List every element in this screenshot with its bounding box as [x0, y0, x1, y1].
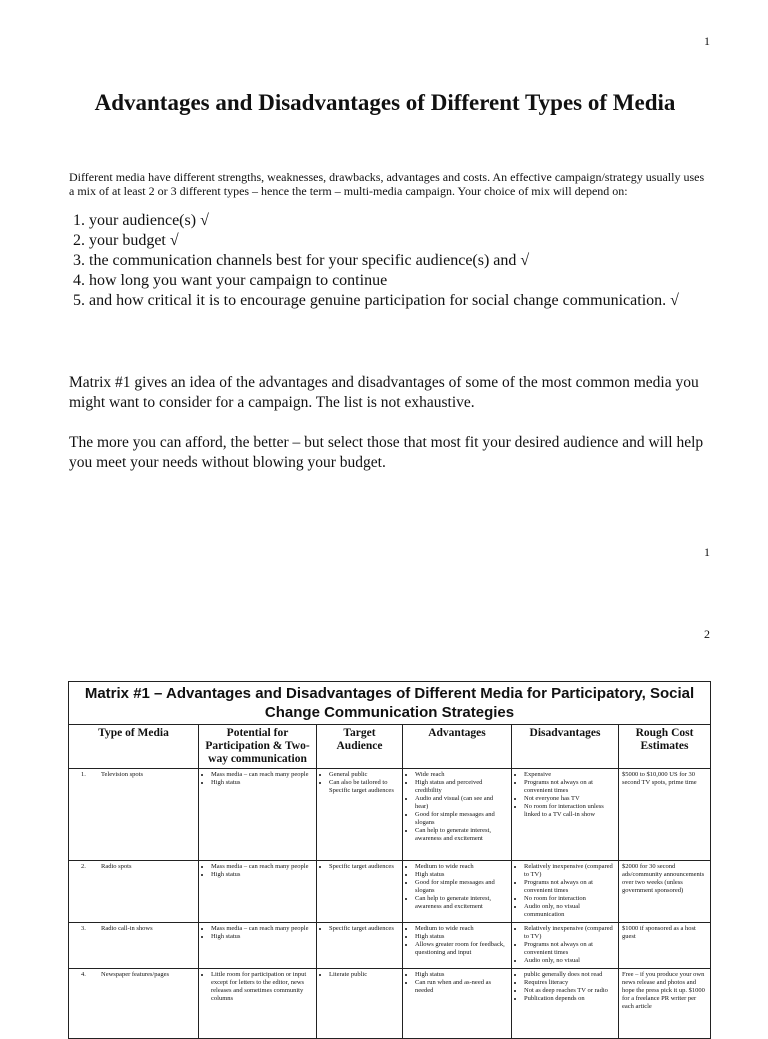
bullet-item: • High status	[211, 779, 313, 787]
bullet-item: • Not as deep reaches TV or radio	[524, 987, 615, 995]
matrix-header-row	[69, 725, 711, 769]
bullet-item: • Relatively inexpensive (compared to TV)	[524, 925, 615, 941]
bullet-item: • Little room for participation or input except for letters to the editor, news releases and sometimes community columns	[211, 971, 313, 1003]
bullet-list	[202, 971, 313, 1003]
bullet-item: • Programs not always on at convenient times	[524, 941, 615, 957]
page-number-top: 1	[704, 34, 710, 48]
bullet-item: • Allows greater room for feedback, questioning and input	[415, 941, 508, 957]
bullet-list	[515, 971, 615, 1003]
media-type-cell	[69, 969, 199, 1039]
media-name: Radio call-in shows	[101, 925, 153, 932]
column-header: Potential for Participation & Two-way communication	[199, 725, 317, 769]
participation-cell	[199, 861, 317, 923]
matrix-caption: Matrix #1 – Advantages and Disadvantages of Different Media for Participatory, Social Change Communication Strategies	[69, 682, 711, 725]
bullet-item: • Not everyone has TV	[524, 795, 615, 803]
bullet-item: • Can run when and as-need as needed	[415, 979, 508, 995]
list-item: 1. your audience(s) √	[89, 211, 709, 231]
audience-cell	[317, 969, 403, 1039]
advantages-cell	[403, 769, 512, 861]
media-name: Radio spots	[101, 863, 132, 870]
bullet-item: • Audio only, no visual	[524, 957, 615, 965]
bullet-item: • Audio and visual (can see and hear)	[415, 795, 508, 811]
table-row	[69, 923, 711, 969]
advantages-cell	[403, 923, 512, 969]
bullet-list	[320, 925, 399, 933]
bullet-item: • public generally does not read	[524, 971, 615, 979]
table-row	[69, 969, 711, 1039]
bullet-item: • Specific target audiences	[329, 925, 399, 933]
disadvantages-cell	[512, 923, 619, 969]
bullet-item: • Wide reach	[415, 771, 508, 779]
bullet-item: • Good for simple messages and slogans	[415, 879, 508, 895]
bullet-item: • Publication depends on	[524, 995, 615, 1003]
cost-cell: $1000 if sponsored as a host guest	[619, 923, 711, 969]
advantages-cell	[403, 969, 512, 1039]
audience-cell	[317, 923, 403, 969]
media-number: 1.	[81, 771, 86, 778]
bullet-item: • Mass media – can reach many people	[211, 925, 313, 933]
bullet-item: • Expensive	[524, 771, 615, 779]
bullet-list	[320, 971, 399, 979]
bullet-item: • Programs not always on at convenient times	[524, 879, 615, 895]
page-number-middle: 1	[704, 545, 710, 559]
table-row	[69, 861, 711, 923]
bullet-list	[515, 925, 615, 965]
column-header: Type of Media	[69, 725, 199, 769]
bullet-item: • Requires literacy	[524, 979, 615, 987]
bullet-list	[515, 863, 615, 919]
bullet-list	[406, 971, 508, 995]
document-title: Advantages and Disadvantages of Different Types of Media	[94, 90, 676, 115]
bullet-item: • Mass media – can reach many people	[211, 863, 313, 871]
bullet-item: • Mass media – can reach many people	[211, 771, 313, 779]
participation-cell	[199, 769, 317, 861]
cost-cell: $5000 to $10,000 US for 30 second TV spots, prime time	[619, 769, 711, 861]
bullet-item: • High status	[415, 933, 508, 941]
cost-cell: Free – if you produce your own news release and photos and hope the press pick it up. $1000 for a freelance PR writer per each article	[619, 969, 711, 1039]
bullet-item: • Specific target audiences	[329, 863, 399, 871]
column-header: Disadvantages	[512, 725, 619, 769]
bullet-item: • High status	[415, 971, 508, 979]
bullet-item: • Programs not always on at convenient times	[524, 779, 615, 795]
media-number: 4.	[81, 971, 86, 978]
column-header: Target Audience	[317, 725, 403, 769]
bullet-item: • High status	[211, 871, 313, 879]
cost-cell: $2000 for 30 second ads/community announcements over two weeks (unless government sponsored)	[619, 861, 711, 923]
table-row	[69, 769, 711, 861]
bullet-list	[406, 925, 508, 957]
bullet-item: • High status and perceived credibility	[415, 779, 508, 795]
column-header: Advantages	[403, 725, 512, 769]
list-item: 5. and how critical it is to encourage genuine participation for social change communication. √	[89, 291, 709, 311]
media-number: 2.	[81, 863, 86, 870]
bullet-list	[202, 863, 313, 879]
list-item: 2. your budget √	[89, 231, 709, 251]
bullet-item: • Can help to generate interest, awareness and excitement	[415, 827, 508, 843]
bullet-list	[320, 863, 399, 871]
considerations-list	[70, 211, 709, 311]
bullet-item: • Medium to wide reach	[415, 925, 508, 933]
participation-cell	[199, 969, 317, 1039]
bullet-item: • No room for interaction	[524, 895, 615, 903]
media-type-cell	[69, 861, 199, 923]
bullet-item: • Relatively inexpensive (compared to TV)	[524, 863, 615, 879]
bullet-item: • Can also be tailored to Specific target audiences	[329, 779, 399, 795]
advantages-cell	[403, 861, 512, 923]
column-header: Rough Cost Estimates	[619, 725, 711, 769]
bullet-list	[320, 771, 399, 795]
media-name: Television spots	[101, 771, 143, 778]
disadvantages-cell	[512, 769, 619, 861]
bullet-item: • No room for interaction unless linked to a TV call-in show	[524, 803, 615, 819]
media-name: Newspaper features/pages	[101, 971, 170, 978]
bullet-item: • Can help to generate interest, awareness and excitement	[415, 895, 508, 911]
bullet-item: • High status	[415, 871, 508, 879]
page-number-bottom: 2	[704, 627, 710, 641]
bullet-item: • Literate public	[329, 971, 399, 979]
bullet-item: • Audio only, no visual communication	[524, 903, 615, 919]
matrix-intro-paragraph: Matrix #1 gives an idea of the advantages and disadvantages of some of the most common media you might want to consider for a campaign. The list is not exhaustive.	[69, 374, 699, 411]
bullet-item: • General public	[329, 771, 399, 779]
media-type-cell	[69, 769, 199, 861]
media-matrix-table	[68, 681, 711, 1039]
media-number: 3.	[81, 925, 86, 932]
audience-cell	[317, 769, 403, 861]
bullet-list	[406, 863, 508, 911]
budget-paragraph: The more you can afford, the better – but select those that most fit your desired audience and will help you meet your needs without blowing your budget.	[69, 434, 704, 471]
intro-paragraph: Different media have different strengths, weaknesses, drawbacks, advantages and costs. An effective campaign/strategy usually uses a mix of at least 2 or 3 different types – hence the term – multi-media campaign. Your choice of mix will depend on:	[69, 170, 705, 198]
participation-cell	[199, 923, 317, 969]
list-item: 4. how long you want your campaign to continue	[89, 271, 709, 291]
audience-cell	[317, 861, 403, 923]
bullet-list	[202, 925, 313, 941]
bullet-item: • Medium to wide reach	[415, 863, 508, 871]
bullet-item: • Good for simple messages and slogans	[415, 811, 508, 827]
media-type-cell	[69, 923, 199, 969]
bullet-list	[406, 771, 508, 843]
disadvantages-cell	[512, 861, 619, 923]
disadvantages-cell	[512, 969, 619, 1039]
bullet-item: • High status	[211, 933, 313, 941]
bullet-list	[515, 771, 615, 819]
bullet-list	[202, 771, 313, 787]
list-item: 3. the communication channels best for your specific audience(s) and √	[89, 251, 709, 271]
